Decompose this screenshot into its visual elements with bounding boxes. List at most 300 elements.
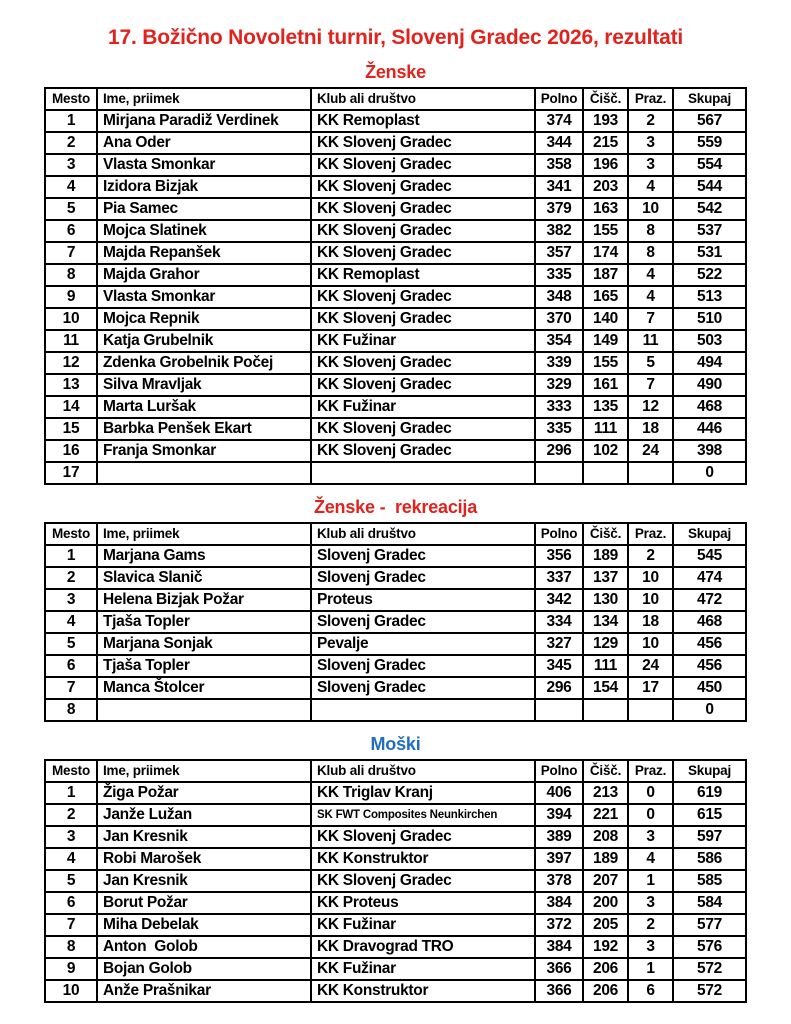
cell-mesto: 6 — [45, 220, 97, 242]
cell-name: Pia Samec — [97, 198, 311, 220]
cell-name: Miha Debelak — [97, 914, 311, 936]
table-row — [45, 611, 746, 633]
cell-skupaj: 615 — [673, 804, 746, 826]
table-row — [45, 980, 746, 1002]
table-row — [45, 264, 746, 286]
cell-polno: 348 — [535, 286, 583, 308]
cell-cisc: 129 — [583, 633, 628, 655]
cell-skupaj: 619 — [673, 782, 746, 804]
cell-name: Anže Prašnikar — [97, 980, 311, 1002]
cell-skupaj: 544 — [673, 176, 746, 198]
cell-skupaj: 468 — [673, 611, 746, 633]
cell-name: Borut Požar — [97, 892, 311, 914]
cell-polno: 384 — [535, 936, 583, 958]
cell-praz: 11 — [628, 330, 673, 352]
cell-name: Bojan Golob — [97, 958, 311, 980]
cell-club — [311, 699, 535, 721]
cell-skupaj: 0 — [673, 462, 746, 484]
cell-praz — [628, 462, 673, 484]
results-table-mo-ki — [44, 759, 747, 1003]
cell-club: KK Slovenj Gradec — [311, 826, 535, 848]
cell-cisc: 189 — [583, 545, 628, 567]
cell-club: KK Fužinar — [311, 396, 535, 418]
cell-polno: 406 — [535, 782, 583, 804]
cell-cisc: 134 — [583, 611, 628, 633]
cell-name: Robi Marošek — [97, 848, 311, 870]
column-header-name: Ime, priimek — [97, 760, 311, 782]
cell-skupaj: 494 — [673, 352, 746, 374]
cell-polno: 370 — [535, 308, 583, 330]
cell-polno: 389 — [535, 826, 583, 848]
cell-name: Silva Mravljak — [97, 374, 311, 396]
table-row — [45, 936, 746, 958]
cell-club: Slovenj Gradec — [311, 567, 535, 589]
cell-skupaj: 513 — [673, 286, 746, 308]
cell-praz: 5 — [628, 352, 673, 374]
table-row — [45, 352, 746, 374]
table-row — [45, 545, 746, 567]
cell-praz: 7 — [628, 374, 673, 396]
column-header-polno: Polno — [535, 523, 583, 545]
cell-cisc: 187 — [583, 264, 628, 286]
cell-polno: 378 — [535, 870, 583, 892]
cell-cisc: 192 — [583, 936, 628, 958]
cell-club: KK Konstruktor — [311, 848, 535, 870]
cell-polno: 339 — [535, 352, 583, 374]
table-row — [45, 308, 746, 330]
cell-polno: 357 — [535, 242, 583, 264]
cell-name: Manca Štolcer — [97, 677, 311, 699]
cell-name: Marjana Gams — [97, 545, 311, 567]
cell-club: KK Slovenj Gradec — [311, 418, 535, 440]
cell-praz: 4 — [628, 176, 673, 198]
page-title: 17. Božično Novoletni turnir, Slovenj Gradec 2026, rezultati — [108, 26, 683, 49]
table-row — [45, 462, 746, 484]
table-row — [45, 440, 746, 462]
table-row — [45, 677, 746, 699]
cell-cisc: 205 — [583, 914, 628, 936]
cell-mesto: 2 — [45, 567, 97, 589]
cell-club: KK Konstruktor — [311, 980, 535, 1002]
cell-skupaj: 567 — [673, 110, 746, 132]
cell-cisc: 161 — [583, 374, 628, 396]
cell-name: Anton Golob — [97, 936, 311, 958]
cell-club: Slovenj Gradec — [311, 545, 535, 567]
cell-cisc: 165 — [583, 286, 628, 308]
cell-skupaj: 531 — [673, 242, 746, 264]
table-row — [45, 826, 746, 848]
cell-mesto: 5 — [45, 870, 97, 892]
cell-mesto: 9 — [45, 286, 97, 308]
cell-cisc — [583, 699, 628, 721]
cell-praz: 24 — [628, 440, 673, 462]
cell-name: Barbka Penšek Ekart — [97, 418, 311, 440]
cell-name: Izidora Bizjak — [97, 176, 311, 198]
cell-name: Žiga Požar — [97, 782, 311, 804]
results-sections-container — [0, 61, 791, 1003]
cell-cisc: 215 — [583, 132, 628, 154]
cell-cisc: 206 — [583, 958, 628, 980]
cell-praz: 2 — [628, 914, 673, 936]
cell-mesto: 1 — [45, 782, 97, 804]
cell-cisc: 140 — [583, 308, 628, 330]
section-heading-enske: Ženske — [365, 62, 426, 82]
cell-praz: 1 — [628, 870, 673, 892]
cell-club: KK Triglav Kranj — [311, 782, 535, 804]
cell-praz: 3 — [628, 892, 673, 914]
cell-mesto: 2 — [45, 132, 97, 154]
cell-name — [97, 462, 311, 484]
cell-polno: 374 — [535, 110, 583, 132]
column-header-name: Ime, priimek — [97, 523, 311, 545]
column-header-praz: Praz. — [628, 523, 673, 545]
cell-skupaj: 559 — [673, 132, 746, 154]
table-row — [45, 589, 746, 611]
section-heading-enske-rekreacija: Ženske - rekreacija — [313, 497, 478, 517]
cell-skupaj: 456 — [673, 633, 746, 655]
cell-skupaj: 503 — [673, 330, 746, 352]
cell-polno — [535, 699, 583, 721]
cell-mesto: 3 — [45, 826, 97, 848]
cell-mesto: 7 — [45, 242, 97, 264]
cell-cisc: 137 — [583, 567, 628, 589]
cell-mesto: 4 — [45, 611, 97, 633]
cell-polno: 342 — [535, 589, 583, 611]
cell-name: Vlasta Smonkar — [97, 286, 311, 308]
cell-polno: 397 — [535, 848, 583, 870]
cell-club: Slovenj Gradec — [311, 677, 535, 699]
cell-mesto: 3 — [45, 154, 97, 176]
cell-club: KK Dravograd TRO — [311, 936, 535, 958]
column-header-cisc: Čišč. — [583, 88, 628, 110]
cell-cisc: 189 — [583, 848, 628, 870]
cell-polno: 356 — [535, 545, 583, 567]
cell-mesto: 6 — [45, 892, 97, 914]
cell-polno: 335 — [535, 418, 583, 440]
cell-cisc: 213 — [583, 782, 628, 804]
cell-skupaj: 542 — [673, 198, 746, 220]
table-row — [45, 110, 746, 132]
cell-mesto: 5 — [45, 633, 97, 655]
cell-cisc: 193 — [583, 110, 628, 132]
cell-mesto: 8 — [45, 936, 97, 958]
cell-polno: 345 — [535, 655, 583, 677]
header-row — [45, 88, 746, 110]
cell-polno: 366 — [535, 958, 583, 980]
cell-praz: 10 — [628, 633, 673, 655]
cell-club: KK Slovenj Gradec — [311, 132, 535, 154]
cell-polno: 329 — [535, 374, 583, 396]
cell-skupaj: 576 — [673, 936, 746, 958]
cell-praz: 10 — [628, 567, 673, 589]
cell-polno: 372 — [535, 914, 583, 936]
table-row — [45, 242, 746, 264]
column-header-mesto: Mesto — [45, 88, 97, 110]
cell-name: Janže Lužan — [97, 804, 311, 826]
cell-mesto: 4 — [45, 848, 97, 870]
cell-cisc: 102 — [583, 440, 628, 462]
cell-mesto: 2 — [45, 804, 97, 826]
cell-cisc: 111 — [583, 655, 628, 677]
cell-skupaj: 537 — [673, 220, 746, 242]
table-row — [45, 176, 746, 198]
table-row — [45, 374, 746, 396]
cell-praz: 0 — [628, 804, 673, 826]
cell-praz: 4 — [628, 848, 673, 870]
cell-praz: 18 — [628, 611, 673, 633]
cell-name: Ana Oder — [97, 132, 311, 154]
cell-name: Katja Grubelnik — [97, 330, 311, 352]
cell-club: Pevalje — [311, 633, 535, 655]
cell-praz: 10 — [628, 589, 673, 611]
cell-praz: 3 — [628, 826, 673, 848]
cell-skupaj: 474 — [673, 567, 746, 589]
cell-club: KK Slovenj Gradec — [311, 242, 535, 264]
cell-club: KK Slovenj Gradec — [311, 440, 535, 462]
cell-mesto: 1 — [45, 110, 97, 132]
table-row — [45, 567, 746, 589]
cell-praz: 2 — [628, 110, 673, 132]
column-header-praz: Praz. — [628, 760, 673, 782]
cell-polno: 334 — [535, 611, 583, 633]
cell-mesto: 8 — [45, 699, 97, 721]
column-header-mesto: Mesto — [45, 760, 97, 782]
cell-praz: 8 — [628, 242, 673, 264]
cell-skupaj: 572 — [673, 980, 746, 1002]
table-row — [45, 655, 746, 677]
cell-name: Jan Kresnik — [97, 870, 311, 892]
cell-cisc: 196 — [583, 154, 628, 176]
cell-polno: 296 — [535, 677, 583, 699]
cell-name: Tjaša Topler — [97, 655, 311, 677]
results-table-enske — [44, 87, 747, 485]
cell-mesto: 12 — [45, 352, 97, 374]
cell-mesto: 3 — [45, 589, 97, 611]
table-row — [45, 870, 746, 892]
cell-praz: 10 — [628, 198, 673, 220]
cell-club: Slovenj Gradec — [311, 655, 535, 677]
table-row — [45, 633, 746, 655]
cell-praz: 3 — [628, 936, 673, 958]
cell-skupaj: 545 — [673, 545, 746, 567]
cell-praz: 7 — [628, 308, 673, 330]
cell-cisc: 221 — [583, 804, 628, 826]
cell-club: KK Remoplast — [311, 110, 535, 132]
cell-name — [97, 699, 311, 721]
cell-skupaj: 585 — [673, 870, 746, 892]
cell-club: KK Slovenj Gradec — [311, 198, 535, 220]
cell-praz: 8 — [628, 220, 673, 242]
cell-name: Vlasta Smonkar — [97, 154, 311, 176]
column-header-cisc: Čišč. — [583, 760, 628, 782]
cell-skupaj: 468 — [673, 396, 746, 418]
cell-cisc: 203 — [583, 176, 628, 198]
table-row — [45, 286, 746, 308]
column-header-polno: Polno — [535, 760, 583, 782]
cell-praz: 1 — [628, 958, 673, 980]
cell-name: Slavica Slanič — [97, 567, 311, 589]
column-header-skupaj: Skupaj — [673, 760, 746, 782]
cell-skupaj: 554 — [673, 154, 746, 176]
cell-skupaj: 490 — [673, 374, 746, 396]
table-row — [45, 418, 746, 440]
cell-mesto: 5 — [45, 198, 97, 220]
table-row — [45, 958, 746, 980]
cell-name: Marjana Sonjak — [97, 633, 311, 655]
cell-name: Majda Repanšek — [97, 242, 311, 264]
cell-cisc: 154 — [583, 677, 628, 699]
cell-praz — [628, 699, 673, 721]
table-row — [45, 804, 746, 826]
cell-praz: 0 — [628, 782, 673, 804]
cell-polno — [535, 462, 583, 484]
cell-cisc: 174 — [583, 242, 628, 264]
cell-name: Tjaša Topler — [97, 611, 311, 633]
cell-skupaj: 522 — [673, 264, 746, 286]
cell-club: KK Fužinar — [311, 330, 535, 352]
cell-polno: 394 — [535, 804, 583, 826]
cell-cisc: 163 — [583, 198, 628, 220]
cell-cisc: 149 — [583, 330, 628, 352]
cell-praz: 4 — [628, 286, 673, 308]
table-row — [45, 396, 746, 418]
cell-praz: 18 — [628, 418, 673, 440]
column-header-polno: Polno — [535, 88, 583, 110]
cell-cisc — [583, 462, 628, 484]
cell-skupaj: 456 — [673, 655, 746, 677]
header-row — [45, 523, 746, 545]
cell-polno: 296 — [535, 440, 583, 462]
cell-skupaj: 446 — [673, 418, 746, 440]
cell-skupaj: 450 — [673, 677, 746, 699]
cell-cisc: 208 — [583, 826, 628, 848]
cell-praz: 4 — [628, 264, 673, 286]
cell-polno: 337 — [535, 567, 583, 589]
cell-club — [311, 462, 535, 484]
cell-name: Majda Grahor — [97, 264, 311, 286]
cell-name: Helena Bizjak Požar — [97, 589, 311, 611]
cell-club: KK Proteus — [311, 892, 535, 914]
table-row — [45, 198, 746, 220]
cell-polno: 366 — [535, 980, 583, 1002]
header-row — [45, 760, 746, 782]
cell-skupaj: 584 — [673, 892, 746, 914]
cell-name: Zdenka Grobelnik Počej — [97, 352, 311, 374]
section-heading-mo-ki: Moški — [370, 734, 421, 754]
table-row — [45, 220, 746, 242]
cell-praz: 3 — [628, 154, 673, 176]
cell-skupaj: 586 — [673, 848, 746, 870]
cell-polno: 341 — [535, 176, 583, 198]
cell-mesto: 6 — [45, 655, 97, 677]
table-row — [45, 699, 746, 721]
cell-skupaj: 577 — [673, 914, 746, 936]
cell-cisc: 200 — [583, 892, 628, 914]
cell-polno: 358 — [535, 154, 583, 176]
cell-name: Marta Luršak — [97, 396, 311, 418]
cell-club: Proteus — [311, 589, 535, 611]
cell-name: Franja Smonkar — [97, 440, 311, 462]
cell-club: KK Fužinar — [311, 914, 535, 936]
cell-club: SK FWT Composites Neunkirchen — [311, 804, 535, 826]
cell-skupaj: 472 — [673, 589, 746, 611]
cell-cisc: 111 — [583, 418, 628, 440]
cell-club: KK Slovenj Gradec — [311, 374, 535, 396]
cell-cisc: 155 — [583, 220, 628, 242]
cell-mesto: 7 — [45, 914, 97, 936]
cell-mesto: 17 — [45, 462, 97, 484]
table-row — [45, 154, 746, 176]
cell-praz: 6 — [628, 980, 673, 1002]
cell-cisc: 130 — [583, 589, 628, 611]
cell-polno: 335 — [535, 264, 583, 286]
cell-skupaj: 572 — [673, 958, 746, 980]
cell-mesto: 14 — [45, 396, 97, 418]
cell-cisc: 155 — [583, 352, 628, 374]
column-header-cisc: Čišč. — [583, 523, 628, 545]
cell-cisc: 135 — [583, 396, 628, 418]
column-header-club: Klub ali društvo — [311, 88, 535, 110]
cell-cisc: 206 — [583, 980, 628, 1002]
column-header-name: Ime, priimek — [97, 88, 311, 110]
cell-mesto: 10 — [45, 308, 97, 330]
results-table-enske-rekreacija — [44, 522, 747, 722]
cell-praz: 2 — [628, 545, 673, 567]
cell-praz: 12 — [628, 396, 673, 418]
cell-mesto: 13 — [45, 374, 97, 396]
column-header-skupaj: Skupaj — [673, 523, 746, 545]
column-header-praz: Praz. — [628, 88, 673, 110]
cell-praz: 3 — [628, 132, 673, 154]
cell-mesto: 8 — [45, 264, 97, 286]
cell-praz: 24 — [628, 655, 673, 677]
cell-club: KK Slovenj Gradec — [311, 308, 535, 330]
cell-polno: 379 — [535, 198, 583, 220]
table-row — [45, 782, 746, 804]
cell-name: Mojca Slatinek — [97, 220, 311, 242]
cell-polno: 384 — [535, 892, 583, 914]
cell-club: Slovenj Gradec — [311, 611, 535, 633]
cell-polno: 344 — [535, 132, 583, 154]
cell-polno: 333 — [535, 396, 583, 418]
table-row — [45, 914, 746, 936]
cell-mesto: 10 — [45, 980, 97, 1002]
cell-club: KK Fužinar — [311, 958, 535, 980]
cell-mesto: 15 — [45, 418, 97, 440]
column-header-club: Klub ali društvo — [311, 760, 535, 782]
cell-skupaj: 0 — [673, 699, 746, 721]
cell-skupaj: 510 — [673, 308, 746, 330]
cell-club: KK Slovenj Gradec — [311, 154, 535, 176]
cell-club: KK Slovenj Gradec — [311, 220, 535, 242]
table-row — [45, 132, 746, 154]
cell-polno: 354 — [535, 330, 583, 352]
cell-name: Jan Kresnik — [97, 826, 311, 848]
cell-mesto: 9 — [45, 958, 97, 980]
cell-mesto: 4 — [45, 176, 97, 198]
cell-mesto: 1 — [45, 545, 97, 567]
cell-club: KK Remoplast — [311, 264, 535, 286]
cell-mesto: 16 — [45, 440, 97, 462]
cell-praz: 17 — [628, 677, 673, 699]
cell-polno: 327 — [535, 633, 583, 655]
cell-cisc: 207 — [583, 870, 628, 892]
cell-skupaj: 398 — [673, 440, 746, 462]
cell-mesto: 11 — [45, 330, 97, 352]
table-row — [45, 848, 746, 870]
column-header-mesto: Mesto — [45, 523, 97, 545]
table-row — [45, 892, 746, 914]
